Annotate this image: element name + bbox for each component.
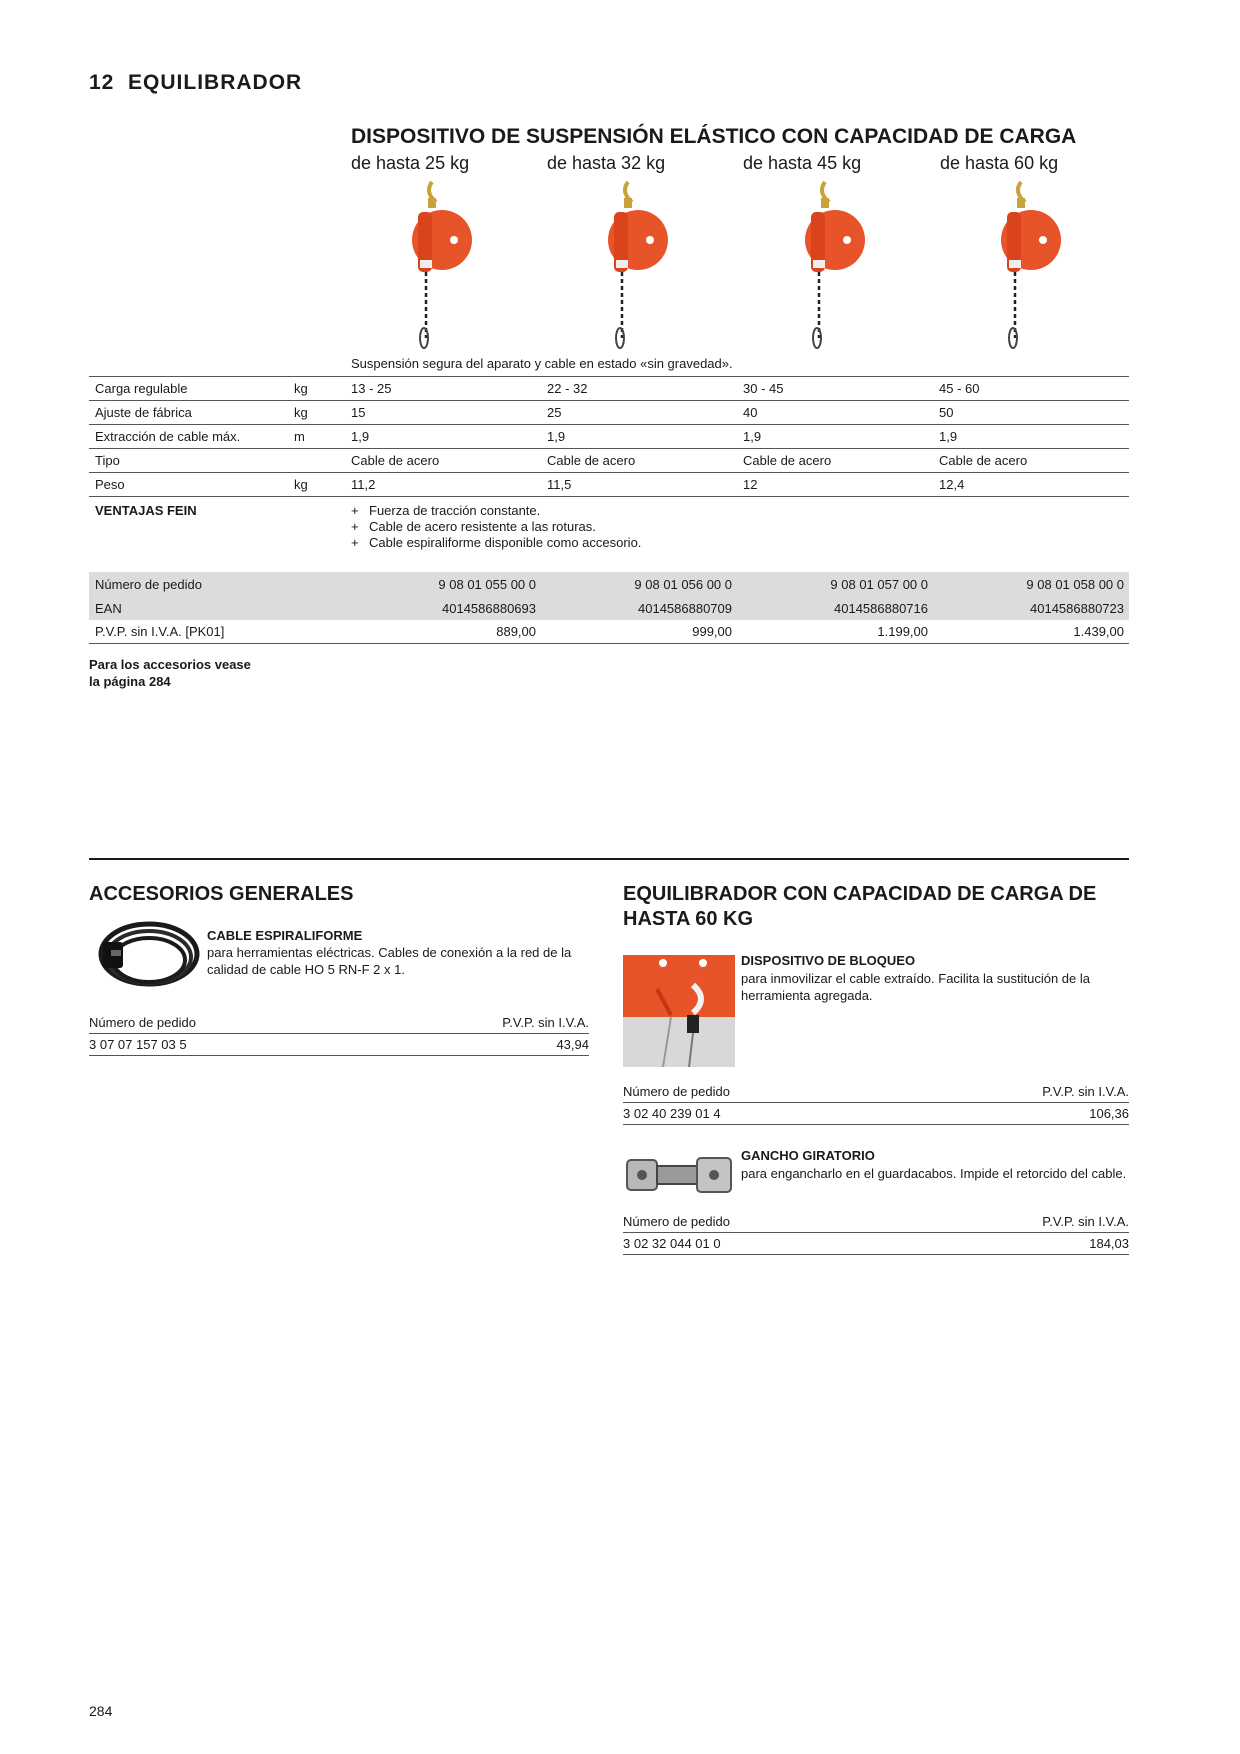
order-label: EAN — [95, 600, 122, 616]
order-label: Número de pedido — [89, 1015, 196, 1030]
swivel-hook-image — [623, 1150, 735, 1200]
accessory-order-table — [89, 1012, 589, 1056]
spec-row — [89, 449, 1129, 473]
spec-value: 15 — [351, 405, 366, 420]
order-value: 4014586880709 — [638, 600, 732, 616]
accessory-name: DISPOSITIVO DE BLOQUEO — [741, 953, 916, 968]
table-row — [89, 572, 1129, 596]
order-number: 3 02 32 044 01 0 — [623, 1236, 721, 1251]
product-intro: Suspensión segura del aparato y cable en estado «sin gravedad». — [351, 356, 733, 371]
spec-unit: kg — [294, 477, 308, 492]
price: 43,94 — [556, 1037, 589, 1052]
spec-value: Cable de acero — [351, 453, 440, 468]
order-label: Número de pedido — [95, 576, 202, 592]
spec-row — [89, 377, 1129, 401]
list-item — [351, 503, 641, 519]
accessories-note — [89, 656, 251, 690]
spec-value: Cable de acero — [939, 453, 1028, 468]
spec-label: Extracción de cable máx. — [95, 429, 241, 444]
capacity-label: de hasta 45 kg — [743, 153, 862, 173]
spec-unit: kg — [294, 405, 308, 420]
spec-value: Cable de acero — [743, 453, 832, 468]
table-header-row — [89, 1012, 589, 1034]
table-row — [623, 1233, 1129, 1255]
spec-value: 22 - 32 — [547, 381, 588, 396]
order-value: 9 08 01 055 00 0 — [438, 576, 536, 592]
spec-value: 30 - 45 — [743, 381, 784, 396]
order-label: Número de pedido — [623, 1084, 730, 1099]
spec-unit: m — [294, 429, 305, 444]
plus-icon: + — [351, 519, 359, 534]
section-title: EQUILIBRADOR — [128, 71, 303, 94]
spec-value: 25 — [547, 405, 562, 420]
spec-value: 45 - 60 — [939, 381, 980, 396]
order-number: 3 02 40 239 01 4 — [623, 1106, 721, 1121]
order-value: 9 08 01 056 00 0 — [634, 576, 732, 592]
coil-cable-image — [89, 912, 201, 1002]
spec-value: 1,9 — [939, 429, 958, 444]
spec-label: Tipo — [95, 453, 120, 468]
accessory-name: GANCHO GIRATORIO — [741, 1148, 875, 1163]
balancer-image — [598, 180, 678, 350]
advantages-list — [351, 503, 641, 551]
plus-icon: + — [351, 535, 359, 550]
order-value: 1.439,00 — [1073, 624, 1124, 639]
price: 106,36 — [1089, 1106, 1129, 1121]
spec-value: 50 — [939, 405, 954, 420]
order-value: 889,00 — [496, 624, 536, 639]
accessory-desc: para engancharlo en el guardacabos. Impide el retorcido del cable. — [741, 1166, 1127, 1181]
accessories-general-title: ACCESORIOS GENERALES — [89, 883, 354, 905]
order-value: 4014586880723 — [1030, 600, 1124, 616]
order-value: 4014586880693 — [442, 600, 536, 616]
advantage-text: Fuerza de tracción constante. — [369, 503, 541, 518]
table-row — [89, 620, 1129, 644]
accessories-balancer-title: EQUILIBRADOR CON CAPACIDAD DE CARGA DE HASTA 60 KG — [623, 883, 1097, 930]
section-heading — [89, 71, 302, 95]
page-number: 284 — [89, 1703, 113, 1719]
accessory-desc: para inmovilizar el cable extraído. Facilita la sustitución de la herramienta agregada. — [741, 971, 1091, 1003]
product-title: DISPOSITIVO DE SUSPENSIÓN ELÁSTICO CON CAPACIDAD DE CARGA — [351, 125, 1077, 148]
order-value: 4014586880716 — [834, 600, 928, 616]
advantage-text: Cable de acero resistente a las roturas. — [369, 519, 596, 534]
spec-value: 12 — [743, 477, 758, 492]
balancer-image — [795, 180, 875, 350]
spec-value: 40 — [743, 405, 758, 420]
spec-table — [89, 376, 1129, 497]
advantage-text: Cable espiraliforme disponible como accesorio. — [369, 535, 642, 550]
section-divider — [89, 858, 1129, 860]
capacity-label: de hasta 32 kg — [547, 153, 666, 173]
spec-value: 1,9 — [547, 429, 566, 444]
table-row — [623, 1103, 1129, 1125]
table-row — [89, 1034, 589, 1056]
capacity-label: de hasta 60 kg — [940, 153, 1059, 173]
list-item — [351, 535, 641, 551]
section-number: 12 — [89, 71, 115, 94]
spec-value: 11,2 — [351, 477, 376, 492]
order-number: 3 07 07 157 03 5 — [89, 1037, 187, 1052]
table-header-row — [623, 1081, 1129, 1103]
spec-value: 1,9 — [351, 429, 370, 444]
accessory-name: CABLE ESPIRALIFORME — [207, 928, 363, 943]
balancer-image — [402, 180, 482, 350]
table-row — [89, 596, 1129, 620]
accessory-order-table — [623, 1081, 1129, 1125]
order-label: Número de pedido — [623, 1214, 730, 1229]
spec-row — [89, 401, 1129, 425]
spec-unit: kg — [294, 381, 308, 396]
order-value: 9 08 01 057 00 0 — [830, 576, 928, 592]
plus-icon: + — [351, 503, 359, 518]
order-value: 1.199,00 — [877, 624, 928, 639]
price-label: P.V.P. sin I.V.A. — [502, 1015, 589, 1030]
accessory-order-table — [623, 1211, 1129, 1255]
note-line: Para los accesorios vease — [89, 657, 251, 672]
spec-row — [89, 425, 1129, 449]
spec-label: Carga regulable — [95, 381, 188, 396]
price: 184,03 — [1089, 1236, 1129, 1251]
price-label: P.V.P. sin I.V.A. — [1042, 1214, 1129, 1229]
spec-value: Cable de acero — [547, 453, 636, 468]
order-table — [89, 572, 1129, 644]
list-item — [351, 519, 641, 535]
capacity-label: de hasta 25 kg — [351, 153, 470, 173]
spec-label: Peso — [95, 477, 125, 492]
price-label: P.V.P. sin I.V.A. — [1042, 1084, 1129, 1099]
advantages-label: VENTAJAS FEIN — [95, 503, 197, 518]
spec-value: 1,9 — [743, 429, 762, 444]
spec-label: Ajuste de fábrica — [95, 405, 192, 420]
locking-device-image — [623, 955, 735, 1067]
order-value: 9 08 01 058 00 0 — [1026, 576, 1124, 592]
spec-value: 13 - 25 — [351, 381, 392, 396]
note-line: la página 284 — [89, 674, 171, 689]
order-value: 999,00 — [692, 624, 732, 639]
order-label: P.V.P. sin I.V.A. [PK01] — [95, 624, 225, 639]
spec-value: 11,5 — [547, 477, 572, 492]
balancer-image — [991, 180, 1071, 350]
table-header-row — [623, 1211, 1129, 1233]
accessory-desc: para herramientas eléctricas. Cables de conexión a la red de la calidad de cable HO 5 RN-F 2 x 1. — [207, 945, 572, 977]
spec-value: 12,4 — [939, 477, 965, 492]
spec-row — [89, 473, 1129, 497]
